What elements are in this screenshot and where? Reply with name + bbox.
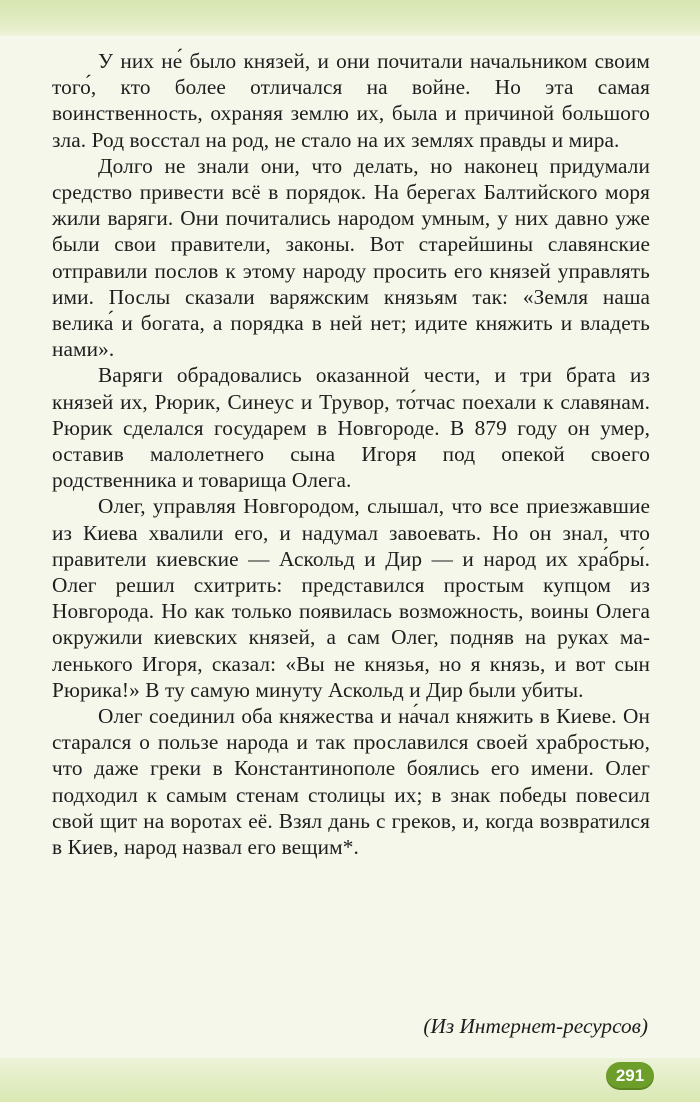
paragraph-3: Варяги обрадовались оказанной чести, и три брата из князей их, Рюрик, Синеус и Трувор, то́тчас поехали к славянам. Рюрик сделался государем в Новгороде. В 879 году он умер, оставив малолетнего сына Игоря под опекой своего родственника и товарища Олега. bbox=[52, 363, 650, 493]
top-decorative-band bbox=[0, 0, 700, 36]
source-attribution: (Из Интернет-ресурсов) bbox=[423, 1014, 648, 1038]
paragraph-2: Долго не знали они, что делать, но наконец придумали средство привести всё в порядок. На берегах Балтийского моря жили варяги. Они почитались народом умным, у них давно уже были свои правители, законы. Вот старейшины славянские отправили послов к этому народу просить его князей управлять ими. Послы сказали варяжским князьям так: «Земля наша велика́ и богата, а порядка в ней нет; идите княжить и владеть нами». bbox=[52, 153, 650, 362]
paragraph-4: Олег, управляя Новгородом, слышал, что все приезжавшие из Киева хвалили его, и надумал завоевать. Но он знал, что правители киевские — Аскольд и Дир — и народ их хра́бры́. Олег решил схитрить: представился простым купцом из Новгорода. Но как только появилась возможность, воины Олега окружили киевских князей, а сам Олег, подняв на руках маленького Игоря, сказал: «Вы не князья, но я князь, и вот сын Рюрика!» В ту самую минуту Аскольд и Дир были убиты. bbox=[52, 494, 650, 702]
bottom-decorative-band bbox=[0, 1058, 700, 1102]
page-number-badge: 291 bbox=[606, 1062, 654, 1090]
paragraph-1: У них не́ было князей, и они почитали начальником своим того́, кто более отличался на войне. Но эта самая воинственность, охраняя землю их, была и причиной большого зла. Род восстал на род, не стало на их землях правды и мира. bbox=[52, 49, 650, 152]
main-text bbox=[52, 48, 650, 860]
paragraph-5: Олег соединил оба княжества и на́чал княжить в Киеве. Он старался о пользе народа и так прославился своей храбростью, что даже греки в Константинополе боялись его имени. Олег подходил к самым стенам столицы их; в знак победы повесил свой щит на воротах её. Взял дань с греков, и, когда возвратился в Киев, народ назвал его вещим*. bbox=[52, 704, 650, 860]
